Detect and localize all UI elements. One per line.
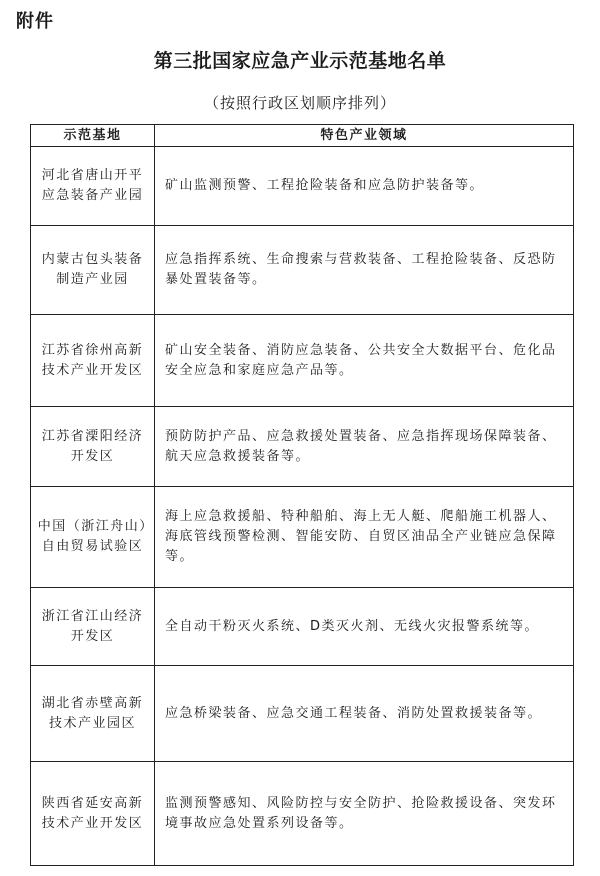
base-name: 湖北省赤壁高新技术产业园区: [31, 666, 155, 762]
industry-field: 矿山监测预警、工程抢险装备和应急防护装备等。: [155, 147, 574, 226]
industry-field: 预防防护产品、应急救援处置装备、应急指挥现场保障装备、航天应急救援装备等。: [155, 407, 574, 487]
header-field: 特色产业领域: [155, 125, 574, 147]
base-name: 河北省唐山开平应急装备产业园: [31, 147, 155, 226]
table-row: [31, 487, 574, 588]
table-row: [31, 666, 574, 762]
demonstration-base-table: [30, 124, 574, 866]
base-name: 江苏省徐州高新技术产业开发区: [31, 315, 155, 407]
base-name: 中国（浙江舟山）自由贸易试验区: [31, 487, 155, 588]
industry-field: 应急桥梁装备、应急交通工程装备、消防处置救援装备等。: [155, 666, 574, 762]
industry-field: 应急指挥系统、生命搜索与营救装备、工程抢险装备、反恐防暴处置装备等。: [155, 226, 574, 315]
attachment-label: 附件: [16, 11, 54, 32]
base-name: 江苏省溧阳经济开发区: [31, 407, 155, 487]
table-row: [31, 226, 574, 315]
table-row: [31, 588, 574, 666]
base-name: 内蒙古包头装备制造产业园: [31, 226, 155, 315]
industry-field: 监测预警感知、风险防控与安全防护、抢险救援设备、突发环境事故应急处置系列设备等。: [155, 762, 574, 866]
industry-field: 全自动干粉灭火系统、D类灭火剂、无线火灾报警系统等。: [155, 588, 574, 666]
table-header-row: [31, 125, 574, 147]
document-title: 第三批国家应急产业示范基地名单: [153, 50, 447, 72]
table-row: [31, 407, 574, 487]
table-row: [31, 762, 574, 866]
table-row: [31, 315, 574, 407]
industry-field: 矿山安全装备、消防应急装备、公共安全大数据平台、危化品安全应急和家庭应急产品等。: [155, 315, 574, 407]
base-name: 浙江省江山经济开发区: [31, 588, 155, 666]
table-row: [31, 147, 574, 226]
base-name: 陕西省延安高新技术产业开发区: [31, 762, 155, 866]
industry-field: 海上应急救援船、特种船舶、海上无人艇、爬船施工机器人、海底管线预警检测、智能安防、自贸区油品全产业链应急保障等。: [155, 487, 574, 588]
header-base: 示范基地: [31, 125, 155, 147]
document-subtitle: （按照行政区划顺序排列）: [203, 94, 396, 112]
